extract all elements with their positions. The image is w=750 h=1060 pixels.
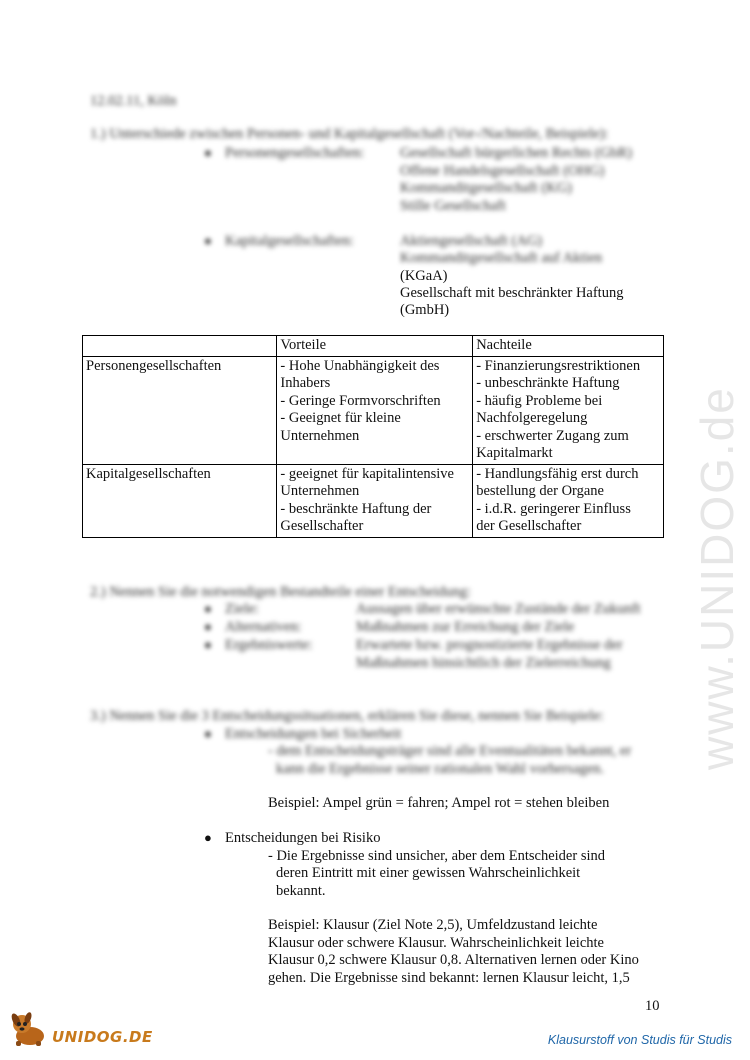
q2-desc: Maßnahmen zur Erreichung der Ziele (356, 619, 575, 635)
logo-text: UNIDOG.DE (52, 1028, 153, 1046)
nachteile-cell (473, 356, 664, 464)
q3-risiko-label: Entscheidungen bei Risiko (225, 830, 381, 846)
q1-personen-item: Stille Gesellschaft (400, 198, 506, 214)
cell-line: - Finanzierungsrestriktionen (476, 357, 641, 374)
cell-line: - unbeschränkte Haftung (476, 375, 620, 391)
bullet-icon: ● (204, 619, 212, 634)
watermark-text: www.UNIDOG.de (691, 386, 743, 770)
q3-risiko-desc: - Die Ergebnisse sind unsicher, aber dem Entscheider sind (268, 848, 605, 864)
q2-term: Ziele: (225, 601, 259, 617)
q2-desc: Erwartete bzw. prognostizierte Ergebnisse der (356, 637, 623, 653)
cell-line: der Gesellschafter (476, 518, 582, 534)
table-row (83, 356, 664, 464)
bullet-icon: ● (204, 830, 212, 845)
table-row (83, 464, 664, 537)
date-line: 12.02.11, Köln (90, 93, 177, 109)
q1-personen-item: Offene Handelsgesellschaft (OHG) (400, 163, 605, 179)
cell-line: - Geringe Formvorschriften (280, 392, 441, 409)
q1-kapital-item: Kommanditgesellschaft auf Aktien (400, 250, 603, 266)
q3-sicherheit-beispiel: Beispiel: Ampel grün = fahren; Ampel rot = stehen bleiben (268, 795, 610, 811)
q1-personen-item: Gesellschaft bürgerlichen Rechts (GbR) (400, 145, 633, 161)
cell-line: bestellung der Organe (476, 483, 604, 499)
vorteile-cell (277, 356, 473, 464)
q3-risiko-beispiel: Klausur oder schwere Klausur. Wahrscheinlichkeit leichte (268, 935, 604, 951)
q2-desc: Aussagen über erwünschte Zustände der Zukunft (356, 601, 641, 617)
cell-line: - Geeignet für kleine (280, 410, 401, 426)
cell-line: - i.d.R. geringerer Einfluss (476, 500, 631, 517)
nachteile-cell (473, 464, 664, 537)
vorteile-cell (277, 464, 473, 537)
cell-line: - Hohe Unabhängigkeit des (280, 357, 440, 374)
q1-personen-item: Kommanditgesellschaft (KG) (400, 180, 572, 196)
row-label: Personengesellschaften (83, 356, 277, 464)
cell-line: Inhabers (280, 375, 331, 391)
q3-risiko-beispiel: Beispiel: Klausur (Ziel Note 2,5), Umfeldzustand leichte (268, 917, 598, 933)
row-label: Kapitalgesellschaften (83, 464, 277, 537)
q1-kapital-label: Kapitalgesellschaften: (225, 233, 354, 249)
q2-desc: Maßnahmen hinsichtlich der Zielerreichung (356, 655, 611, 671)
q3-risiko-beispiel: Klausur 0,2 schwere Klausur 0,8. Alternativen lernen oder Kino (268, 952, 639, 968)
bullet-icon: ● (204, 601, 212, 616)
q1-kapital-item: Aktiengesellschaft (AG) (400, 233, 543, 249)
q1-kapital-item: (KGaA) (400, 268, 448, 284)
q1-kapital-item: Gesellschaft mit beschränkter Haftung (400, 285, 624, 301)
bullet-icon: ● (204, 145, 212, 160)
bullet-icon: ● (204, 233, 212, 248)
q1-title: 1.) Unterschiede zwischen Personen- und Kapitalgesellschaft (Vor-/Nachteile, Beispiele): (90, 126, 609, 142)
dog-icon (8, 1010, 52, 1048)
q3-sicherheit-desc: kann die Ergebnisse seiner rationalen Wahl vorhersagen. (276, 761, 605, 777)
cell-line: - erschwerter Zugang zum (476, 427, 629, 444)
q2-title: 2.) Nennen Sie die notwendigen Bestandteile einer Entscheidung: (90, 584, 471, 600)
q3-risiko-beispiel: gehen. Die Ergebnisse sind bekannt: lernen Klausur leicht, 1,5 (268, 970, 630, 986)
q3-sicherheit-label: Entscheidungen bei Sicherheit (225, 726, 402, 742)
comparison-table (82, 335, 664, 538)
table-header-row (83, 336, 664, 357)
cell-line: - beschränkte Haftung der (280, 500, 432, 517)
cell-line: - geeignet für kapitalintensive (280, 465, 454, 482)
q2-term: Alternativen: (225, 619, 302, 635)
footer-tagline: Klausurstoff von Studis für Studis (547, 1033, 732, 1047)
table-header-cell (83, 336, 277, 357)
q3-risiko-desc: deren Eintritt mit einer gewissen Wahrscheinlichkeit (276, 865, 581, 881)
table-header-cell: Nachteile (473, 336, 664, 357)
cell-line: Gesellschafter (280, 518, 364, 534)
page-number: 10 (645, 998, 660, 1014)
cell-line: Nachfolgeregelung (476, 410, 588, 426)
cell-line: - Handlungsfähig erst durch (476, 465, 639, 482)
q3-sicherheit-desc: - dem Entscheidungsträger sind alle Eventualitäten bekannt, er (268, 743, 632, 759)
cell-line: Unternehmen (280, 427, 360, 444)
q2-term: Ergebniswerte: (225, 637, 313, 653)
bullet-icon: ● (204, 726, 212, 741)
q1-kapital-item: (GmbH) (400, 302, 450, 318)
bullet-icon: ● (204, 637, 212, 652)
table-header-cell: Vorteile (277, 336, 473, 357)
cell-line: Kapitalmarkt (476, 445, 553, 461)
q3-risiko-desc: bekannt. (276, 883, 326, 899)
cell-line: Unternehmen (280, 483, 360, 499)
q1-personen-label: Personengesellschaften: (225, 145, 365, 161)
q3-title: 3.) Nennen Sie die 3 Entscheidungssituationen, erklären Sie diese, nennen Sie Beispiele: (90, 708, 604, 724)
cell-line: - häufig Probleme bei (476, 392, 603, 409)
unidog-logo (8, 1010, 158, 1050)
